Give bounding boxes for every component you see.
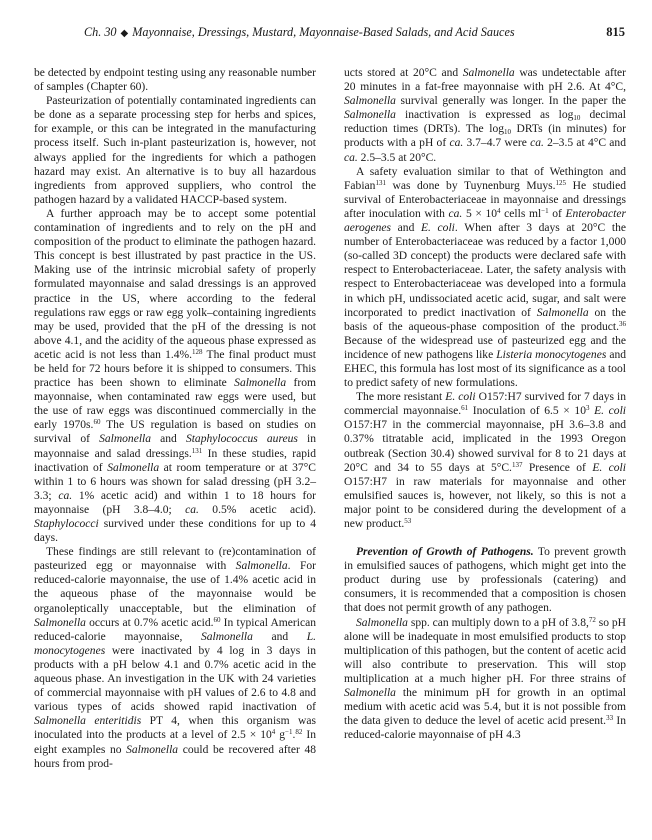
- text-run: 3.7–4.7 were: [463, 137, 531, 150]
- diamond-separator-icon: ◆: [120, 28, 129, 39]
- italic-term: Staphylococcus aureus: [185, 433, 298, 446]
- text-run: He studied survival of Enterobacteriaceae in mayonnaise and dressings after inoculation with: [344, 179, 627, 220]
- text-run: PT 4, when this organism was inoculated into the products at a level of 2.5 × 10: [34, 715, 317, 742]
- italic-term: ca.: [185, 503, 199, 516]
- text-run: A further approach may be to accept some potential contamination of ingredients and to rely on the pH and composition of the product to eliminate the pathogen hazard. This concept is best illustrated by past practice in the US. Making use of the intrinsic microbial safety of properly formulated mayonnaise and salad dressings is an approved practice in the US, where according to the federal regulations raw eggs or raw egg yolk–containing ingredients may be used, provided that the pH of the dressing is not above 4.1, and the acidity of the aqueous phase expressed as acetic acid is not less than 1.4%.: [34, 207, 316, 361]
- reference-superscript: −1: [541, 206, 549, 215]
- text-run: A safety evaluation similar to that of Wethington and Fabian: [344, 165, 626, 192]
- reference-superscript: 60: [213, 615, 221, 624]
- italic-term: Salmonella: [356, 616, 408, 629]
- paragraph: [34, 545, 316, 771]
- text-run: In eight examples no: [34, 729, 316, 756]
- text-run: Presence of: [522, 461, 593, 474]
- reference-superscript: 3: [585, 404, 590, 413]
- italic-term: E. coli: [420, 222, 455, 235]
- chapter-title: Mayonnaise, Dressings, Mustard, Mayonnaise-Based Salads, and Acid Sauces: [132, 25, 515, 39]
- text-run: survival generally was longer. In the paper the: [395, 95, 626, 108]
- text-run: Pasteurization of potentially contaminated ingredients can be done as a separate processing step for herbs and spices, for example, or this can be integrated in the manufacturing process itself. Such in-plant pasteurization is, however, not always applied for the ingredients for which a pathogen hazard may exist. An alternative is to buy all hazardous ingredients from approved suppliers, who control the pathogen hazard by a validated HACCP-based system.: [34, 95, 316, 206]
- text-run: the minimum pH for growth in an optimal medium with acetic acid was 5.4, but it is not possible from the data given to deduce the level of acetic acid present.: [344, 687, 626, 728]
- subscript: 10: [573, 114, 581, 123]
- left-column: [34, 66, 316, 771]
- text-run: O157:H7 in raw materials for mayonnaise and other emulsified sauces is, however, not likely, so this is not a major point to be considered during the development of a new product.: [344, 475, 626, 530]
- text-run: could be recovered after 48 hours from prod-: [34, 743, 316, 770]
- reference-superscript: 72: [588, 615, 596, 624]
- running-head-title: [84, 24, 515, 42]
- reference-superscript: 82: [295, 728, 303, 737]
- text-run: was done by Tuynenburg Muys.: [385, 179, 556, 192]
- text-run: In reduced-calorie mayonnaise of pH 4.3: [344, 715, 626, 742]
- italic-term: E. coli: [594, 405, 626, 418]
- reference-superscript: 61: [461, 404, 469, 413]
- italic-term: Salmonella: [344, 109, 396, 122]
- text-run: spp. can multiply down to a pH of 3.8,: [407, 616, 589, 629]
- text-run: and: [151, 433, 186, 446]
- text-run: and: [391, 222, 421, 235]
- paragraph: [344, 165, 626, 391]
- paragraph: [344, 66, 626, 165]
- italic-term: ca.: [58, 489, 73, 502]
- text-run: To prevent growth in emulsified sauces of pathogens, which might get into the product during use by professionals (catering) and consumers, it is recommended that a composition is chosen that does not permit growth of any pathogen.: [344, 546, 626, 615]
- text-run: survived under these conditions for up to 4 days.: [34, 518, 316, 545]
- paragraph: [344, 616, 626, 743]
- text-run: in mayonnaise and salad dressings.: [34, 433, 317, 460]
- paragraph: [344, 390, 626, 531]
- italic-term: Salmonella: [462, 67, 515, 79]
- paragraph: [344, 545, 626, 615]
- italic-term: Salmonella: [126, 743, 179, 756]
- text-run: at room temperature or at 37°C within 1 to 6 hours was shown for salad dressing (pH 3.2–3.3;: [34, 461, 316, 502]
- italic-term: Salmonella: [200, 630, 253, 643]
- italic-term: E. coli: [445, 391, 476, 404]
- italic-term: Salmonella: [344, 687, 396, 700]
- reference-superscript: 128: [192, 347, 203, 356]
- text-run: In these studies, rapid inactivation of: [34, 447, 317, 474]
- italic-term: Salmonella: [235, 560, 288, 573]
- text-run: so pH alone will be inadequate in most emulsified products to stop multiplication of this pathogen, but the content of acetic acid will also contribute to preservation. This will stop multiplication at a much higher pH. For three strains of: [344, 616, 627, 685]
- italic-term: Staphylococci: [34, 518, 99, 530]
- text-run: 2.5–3.5 at 20°C.: [357, 151, 437, 164]
- text-run: g: [275, 729, 286, 742]
- text-run: and EHEC, this formula has lost most of its significance as a tool to predict safety of new formulations.: [344, 348, 626, 390]
- text-run: . When after 3 days at 20°C the number of Enterobacteriaceae was reduced by a factor 1,000 (so-called 3D concept) the products were declared safe with respect to Enterobacteriaceae. Later, the safety analysis with respect to Enterobacteriaceae was developed into a formula in which pH, undissociated acetic acid, sugar, and salt were incorporated to predict inactivation of: [344, 222, 626, 319]
- right-column: [344, 66, 626, 742]
- text-run: Because of the widespread use of pasteurized egg and the incidence of new pathogens like: [344, 334, 626, 361]
- chapter-label: Ch. 30: [84, 25, 117, 39]
- text-run: be detected by endpoint testing using any reasonable number of samples (Chapter 60).: [34, 67, 316, 94]
- italic-term: Salmonella: [536, 306, 589, 319]
- italic-term: Salmonella: [107, 461, 160, 474]
- text-run: The more resistant: [356, 391, 446, 404]
- text-run: inactivation is expressed as log: [395, 109, 574, 122]
- reference-superscript: 33: [606, 714, 614, 723]
- page-number: 815: [606, 25, 625, 39]
- reference-superscript: 36: [619, 319, 626, 328]
- text-run: 5 × 10: [462, 207, 498, 220]
- text-run: occurs at 0.7% acetic acid.: [85, 616, 214, 629]
- text-run: decimal reduction times (DRTs). The log: [344, 109, 626, 136]
- italic-term: ca.: [448, 207, 463, 220]
- text-run: Inoculation of 6.5 × 10: [468, 405, 586, 418]
- text-run: .: [292, 729, 296, 742]
- italic-term: Salmonella: [99, 433, 152, 446]
- text-run: DRTs (in minutes) for products with a pH of: [344, 123, 626, 150]
- reference-superscript: 125: [555, 178, 567, 187]
- text-run: 0.5% acetic acid).: [198, 503, 317, 516]
- text-run: ucts stored at 20°C and: [344, 67, 463, 79]
- italic-term: E. coli: [592, 461, 626, 474]
- italic-term: Salmonella enteritidis: [34, 715, 142, 728]
- text-run: on the basis of the aqueous-phase composition of the product.: [344, 306, 626, 333]
- italic-term: Salmonella: [344, 95, 396, 108]
- text-run: cells ml: [500, 207, 542, 220]
- text-run: of: [548, 207, 566, 220]
- paragraph: [34, 66, 316, 94]
- section-run-in-heading: Prevention of Growth of Pathogens.: [356, 546, 534, 559]
- reference-superscript: 60: [93, 418, 101, 427]
- italic-term: L. monocytogenes: [34, 630, 316, 657]
- text-run: were inactivated by 4 log in 3 days in products with a pH below 4.1 and 0.7% acetic acid in the aqueous phase. An investigation in the UK with 24 varieties of commercial mayonnaise with pH values of 2.6 to 4.8 and various types of acids showed rapid inactivation of: [34, 644, 316, 714]
- text-run: from mayonnaise, when contaminated raw eggs were used, but the use of raw eggs was discontinued commercially in the early 1970s.: [34, 377, 316, 432]
- text-run: These findings are still relevant to (re)contamination of pasteurized egg or mayonnaise with: [34, 546, 316, 573]
- reference-superscript: 4: [497, 206, 501, 215]
- reference-superscript: 53: [404, 517, 412, 525]
- italic-term: ca.: [344, 151, 358, 164]
- italic-term: Salmonella: [234, 377, 287, 390]
- reference-superscript: 131: [375, 178, 386, 187]
- text-run: In typical American reduced-calorie mayonnaise,: [34, 616, 316, 643]
- italic-term: Enterobacter aerogenes: [344, 207, 626, 235]
- italic-term: Listeria monocytogenes: [496, 348, 607, 361]
- italic-term: ca.: [530, 137, 544, 150]
- reference-superscript: 4: [271, 728, 276, 737]
- reference-superscript: 137: [511, 460, 523, 469]
- text-run: The final product must be held for 72 hours before it is shipped to consumers. This practice has been shown to eliminate: [34, 348, 316, 390]
- text-run: The US regulation is based on studies on survival of: [34, 419, 316, 446]
- text-run: 2–3.5 at 4°C and: [543, 137, 626, 150]
- paragraph: [34, 94, 316, 207]
- reference-superscript: −1: [285, 728, 293, 737]
- text-run: was undetectable after 20 minutes in a fat-free mayonnaise with pH 2.6. At 4°C,: [344, 67, 626, 94]
- italic-term: ca.: [449, 137, 464, 150]
- text-run: . For reduced-calorie mayonnaise, the use of 1.4% acetic acid in the aqueous phase of the mayonnaise would be organoleptically unacceptable, but the elimination of: [34, 560, 316, 615]
- paragraph: [34, 207, 316, 545]
- italic-term: Salmonella: [34, 616, 86, 629]
- text-run: and: [252, 630, 307, 643]
- running-head: [84, 24, 625, 42]
- text-run: 1% acetic acid) and within 1 to 18 hours for mayonnaise (pH 3.8–4.0;: [34, 489, 317, 516]
- text-run: O157:H7 in the commercial mayonnaise, pH 3.6–3.8 and 0.37% titratable acid, implicated in the 1993 Oregon outbreak (Section 30.4) showed survival for 8 to 21 days at 20°C and 34 to 55 days at 5°C.: [344, 419, 626, 474]
- text-run: O157:H7 survived for 7 days in commercial mayonnaise.: [344, 391, 626, 418]
- subscript: 10: [504, 128, 511, 137]
- reference-superscript: 131: [191, 446, 203, 455]
